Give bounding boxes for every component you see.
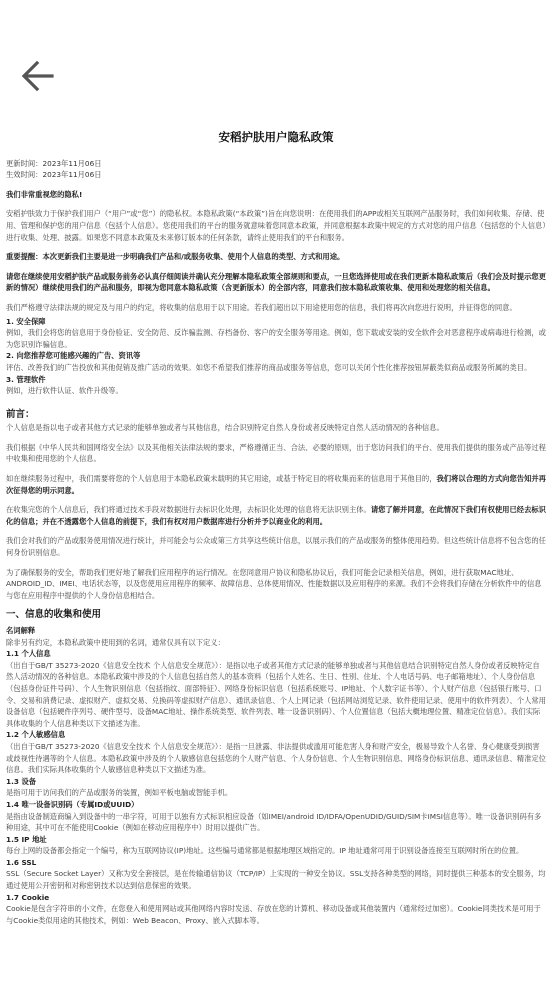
- definition-title: 1.3 设备: [6, 776, 37, 786]
- preface-paragraph: 如在继续服务过程中，我们需要将您的个人信息用于本隐私政策未载明的其它用途，或基于特定目的将收集而来的信息用于其他目的，我们将以合理的方式向您告知并再次征得您的明示同意。: [6, 474, 546, 495]
- definition-body: 每台上网的设备都会指定一个编号，称为互联网协议(IP)地址。这些编号通常都是根据地理区域指定的。IP 地址通常可用于识别设备连接至互联网时所在的位置。: [6, 846, 524, 856]
- preface-paragraph: 我们会对我们的产品或服务使用情况进行统计，并可能会与公众或第三方共享这些统计信息，以展示我们的产品或服务的整体使用趋势。但这些统计信息将不包含您的任何身份识别信息。: [6, 536, 546, 558]
- definition-body: （出自于GB/T 35273-2020《信息安全技术 个人信息安全规范》）：是指一旦泄露、非法提供或滥用可能危害人身和财产安全，极易导致个人名誉、身心健康受到损害或歧视性待遇等的个人信息。本隐私政策中涉及的个人敏感信息包括您的个人财产信息、个人身份信息、个人生物识别信息、网络身份标识信息、通讯录信息、精准定位信息。我们实际具体收集的个人敏感信息种类以下文描述为准。: [6, 741, 546, 775]
- definition-title: 1.1 个人信息: [6, 649, 51, 659]
- principle-paragraph: 我们严格遵守法律法规的规定及与用户的约定，将收集的信息用于以下用途。若我们超出以下用途使用您的信息，我们将再次向您进行说明，并征得您的同意。: [6, 302, 517, 312]
- preface-title: 前言：: [6, 408, 35, 420]
- use-body: 例如，进行软件认证、软件升级等。: [6, 386, 123, 396]
- intro-paragraph: 安稻护肤致力于保护我们用户（“用户”或“您”）的隐私权。本隐私政策(“本政策”)旨在向您说明：在使用我们的APP或相关互联网产品服务时，我们如何收集、存储、使用、管理和保护您的用户信息（包括个人信息）。您使用我们的平台的服务就意味着您同意本政策，并同意根据本政策中规定的方式对您的用户信息（包括您的个人信息）进行收集、处理、披露。如果您不同意本政策及未来修订版本的任何条款，请终止使用我们的平台和服务。: [6, 209, 546, 242]
- consent-notice: 请您在继续使用安稻护肤产品或服务前务必认真仔细阅读并确认充分理解本隐私政策全部规则和要点，一旦您选择使用或在我们更新本隐私政策后（我们会及时提示您更新的情况）继续使用我们的产品和服务，即视为您同意本隐私政策（含更新版本）的全部内容，同意我们按本隐私政策收集、使用和处理您的相关信息。: [6, 271, 546, 293]
- definition-body: SSL（Secure Socket Layer）又称为安全套接层，是在传输通信协议（TCP/IP）上实现的一种安全协议。SSL支持各种类型的网络，同时提供三种基本的安全服务，均通过使用公开密钥和对称密钥技术以达到信息保密的效果。: [6, 869, 546, 891]
- section-title: 一、信息的收集和使用: [6, 609, 102, 621]
- definition-body: 是指可用于访问我们的产品或服务的装置，例如平板电脑或智能手机。: [6, 788, 233, 798]
- definition-title: 1.6 SSL: [6, 857, 37, 867]
- use-title: 3. 管理软件: [6, 374, 46, 384]
- definition-title: 1.2 个人敏感信息: [6, 730, 66, 740]
- greeting: 我们非常重视您的隐私!: [6, 189, 83, 199]
- update-time: 更新时间：2023年11月06日: [6, 158, 102, 168]
- definition-body: Cookie是包含字符串的小文件，在您登入和使用网站或其他网络内容时发送、存放在您的计算机、移动设备或其他装置内（通常经过加密）。Cookie同类技术是可用于与Cookie类似用途的其他技术，例如：Web Beacon、Proxy、嵌入式脚本等。: [6, 904, 541, 925]
- use-title: 1. 安全保障: [6, 316, 46, 326]
- terms-title: 名词解释: [6, 626, 36, 635]
- definition-body: （出自于GB/T 35273-2020《信息安全技术 个人信息安全规范》）：是指以电子或者其他方式记录的能够单独或者与其他信息结合识别特定自然人身份或者反映特定自然人活动情况的各种信息。本隐私政策中涉及的个人信息包括自然人的基本资料（包括个人姓名、生日、性别、住址、个人电话号码、电子邮箱地址）、个人身份信息（包括身份证件号码）、个人生物识别信息（包括指纹、面部特征）、网络身份标识信息（包括系统账号、IP地址、个人数字证书等）、个人财产信息（包括银行账号、口令、交易和消费记录、虚拟财产、虚拟交易、兑换码等虚拟财产信息）、通讯录信息、个人上网记录（包括网站浏览记录、软件使用记录、使用中的软件列表）、个人常用设备信息（包括硬件序列号、硬件型号、设备MAC地址、操作系统类型、软件列表、唯一设备识别码）、个人位置信息（包括大概地理位置、精准定位信息）。我们实际具体收集的个人信息种类以下文描述为准。: [6, 660, 546, 728]
- page-title: 安稻护肤用户隐私政策: [218, 130, 334, 144]
- uses-list: [6, 316, 546, 397]
- important-notice: 重要提醒：本次更新我们主要是进一步明确我们产品和/或服务收集、使用个人信息的类型、方式和用途。: [6, 252, 345, 262]
- preface-paragraph: 为了确保服务的安全，帮助我们更好地了解我们应用程序的运行情况。在您同意用户协议和隐私协议后，我们可能会记录相关信息，例如，进行获取MAC地址、ANDROID_ID、IMEI、电话状态等，以及您使用应用程序的频率、故障信息、总体使用情况、性能数据以及应用程序的来源。我们不会将我们存储在分析软件中的信息与您在应用程序中提供的个人身份信息相结合。: [6, 567, 542, 600]
- definition-title: 1.5 IP 地址: [6, 834, 47, 844]
- terms-intro: 除非另有约定，本隐私政策中使用到的名词，通常仅具有以下定义：: [6, 637, 225, 647]
- arrow-left-icon: [18, 56, 58, 96]
- preface-paragraph: 在收集完您的个人信息后，我们将通过技术手段对数据进行去标识化处理，去标识化处理的信息将无法识别主体。请您了解并同意，在此情况下我们有权使用已经去标识化的信息；并在不透露您个人信息的前提下，我们有权对用户数据库进行分析并予以商业化的利用。: [6, 505, 546, 526]
- definition-title: 1.4 唯一设备识别码（专属ID或UUID）: [6, 799, 139, 809]
- definitions-list: [6, 648, 546, 926]
- definition-body: 是指由设备制造商编入到设备中的一串字符，可用于以独有方式标识相应设备（如IMEI/android ID/IDFA/OpenUDID/GUID/SIM卡IMSI信息等）。唯一设备识别码有多种用途，其中可在不能使用Cookie（例如在移动应用程序中）时用以提供广告。: [6, 811, 542, 833]
- preface-paragraph: 个人信息是指以电子或者其他方式记录的能够单独或者与其他信息，结合识别特定自然人身份或者反映特定自然人活动情况的各种信息。: [6, 423, 444, 433]
- top-bar: [0, 0, 552, 120]
- back-button[interactable]: [18, 56, 62, 100]
- privacy-policy-content: [6, 128, 546, 983]
- definition-title: 1.7 Cookie: [6, 892, 50, 902]
- effective-time: 生效时间：2023年11月06日: [6, 170, 102, 180]
- use-title: 2. 向您推荐您可能感兴趣的广告、资讯等: [6, 351, 141, 361]
- use-body: 例如，我们会将您的信息用于身份验证、安全防范、反诈骗监测、存档备份、客户的安全服务等用途。例如，您下载或安装的安全软件会对恶意程序或病毒进行检测，或为您识别诈骗信息。: [6, 328, 546, 349]
- preface-paragraph: 我们根据《中华人民共和国网络安全法》以及其他相关法律法规的要求，严格遵循正当、合法、必要的原则，出于您访问我们的平台、使用我们提供的服务或产品等过程中收集和使用您的个人信息。: [6, 442, 546, 464]
- use-body: 评估、改善我们的广告投放和其他促销及推广活动的效果。如您不希望我们推荐的商品或服务等信息，您可以关闭个性化推荐按钮屏蔽类似商品或服务所属的类目。: [6, 362, 532, 372]
